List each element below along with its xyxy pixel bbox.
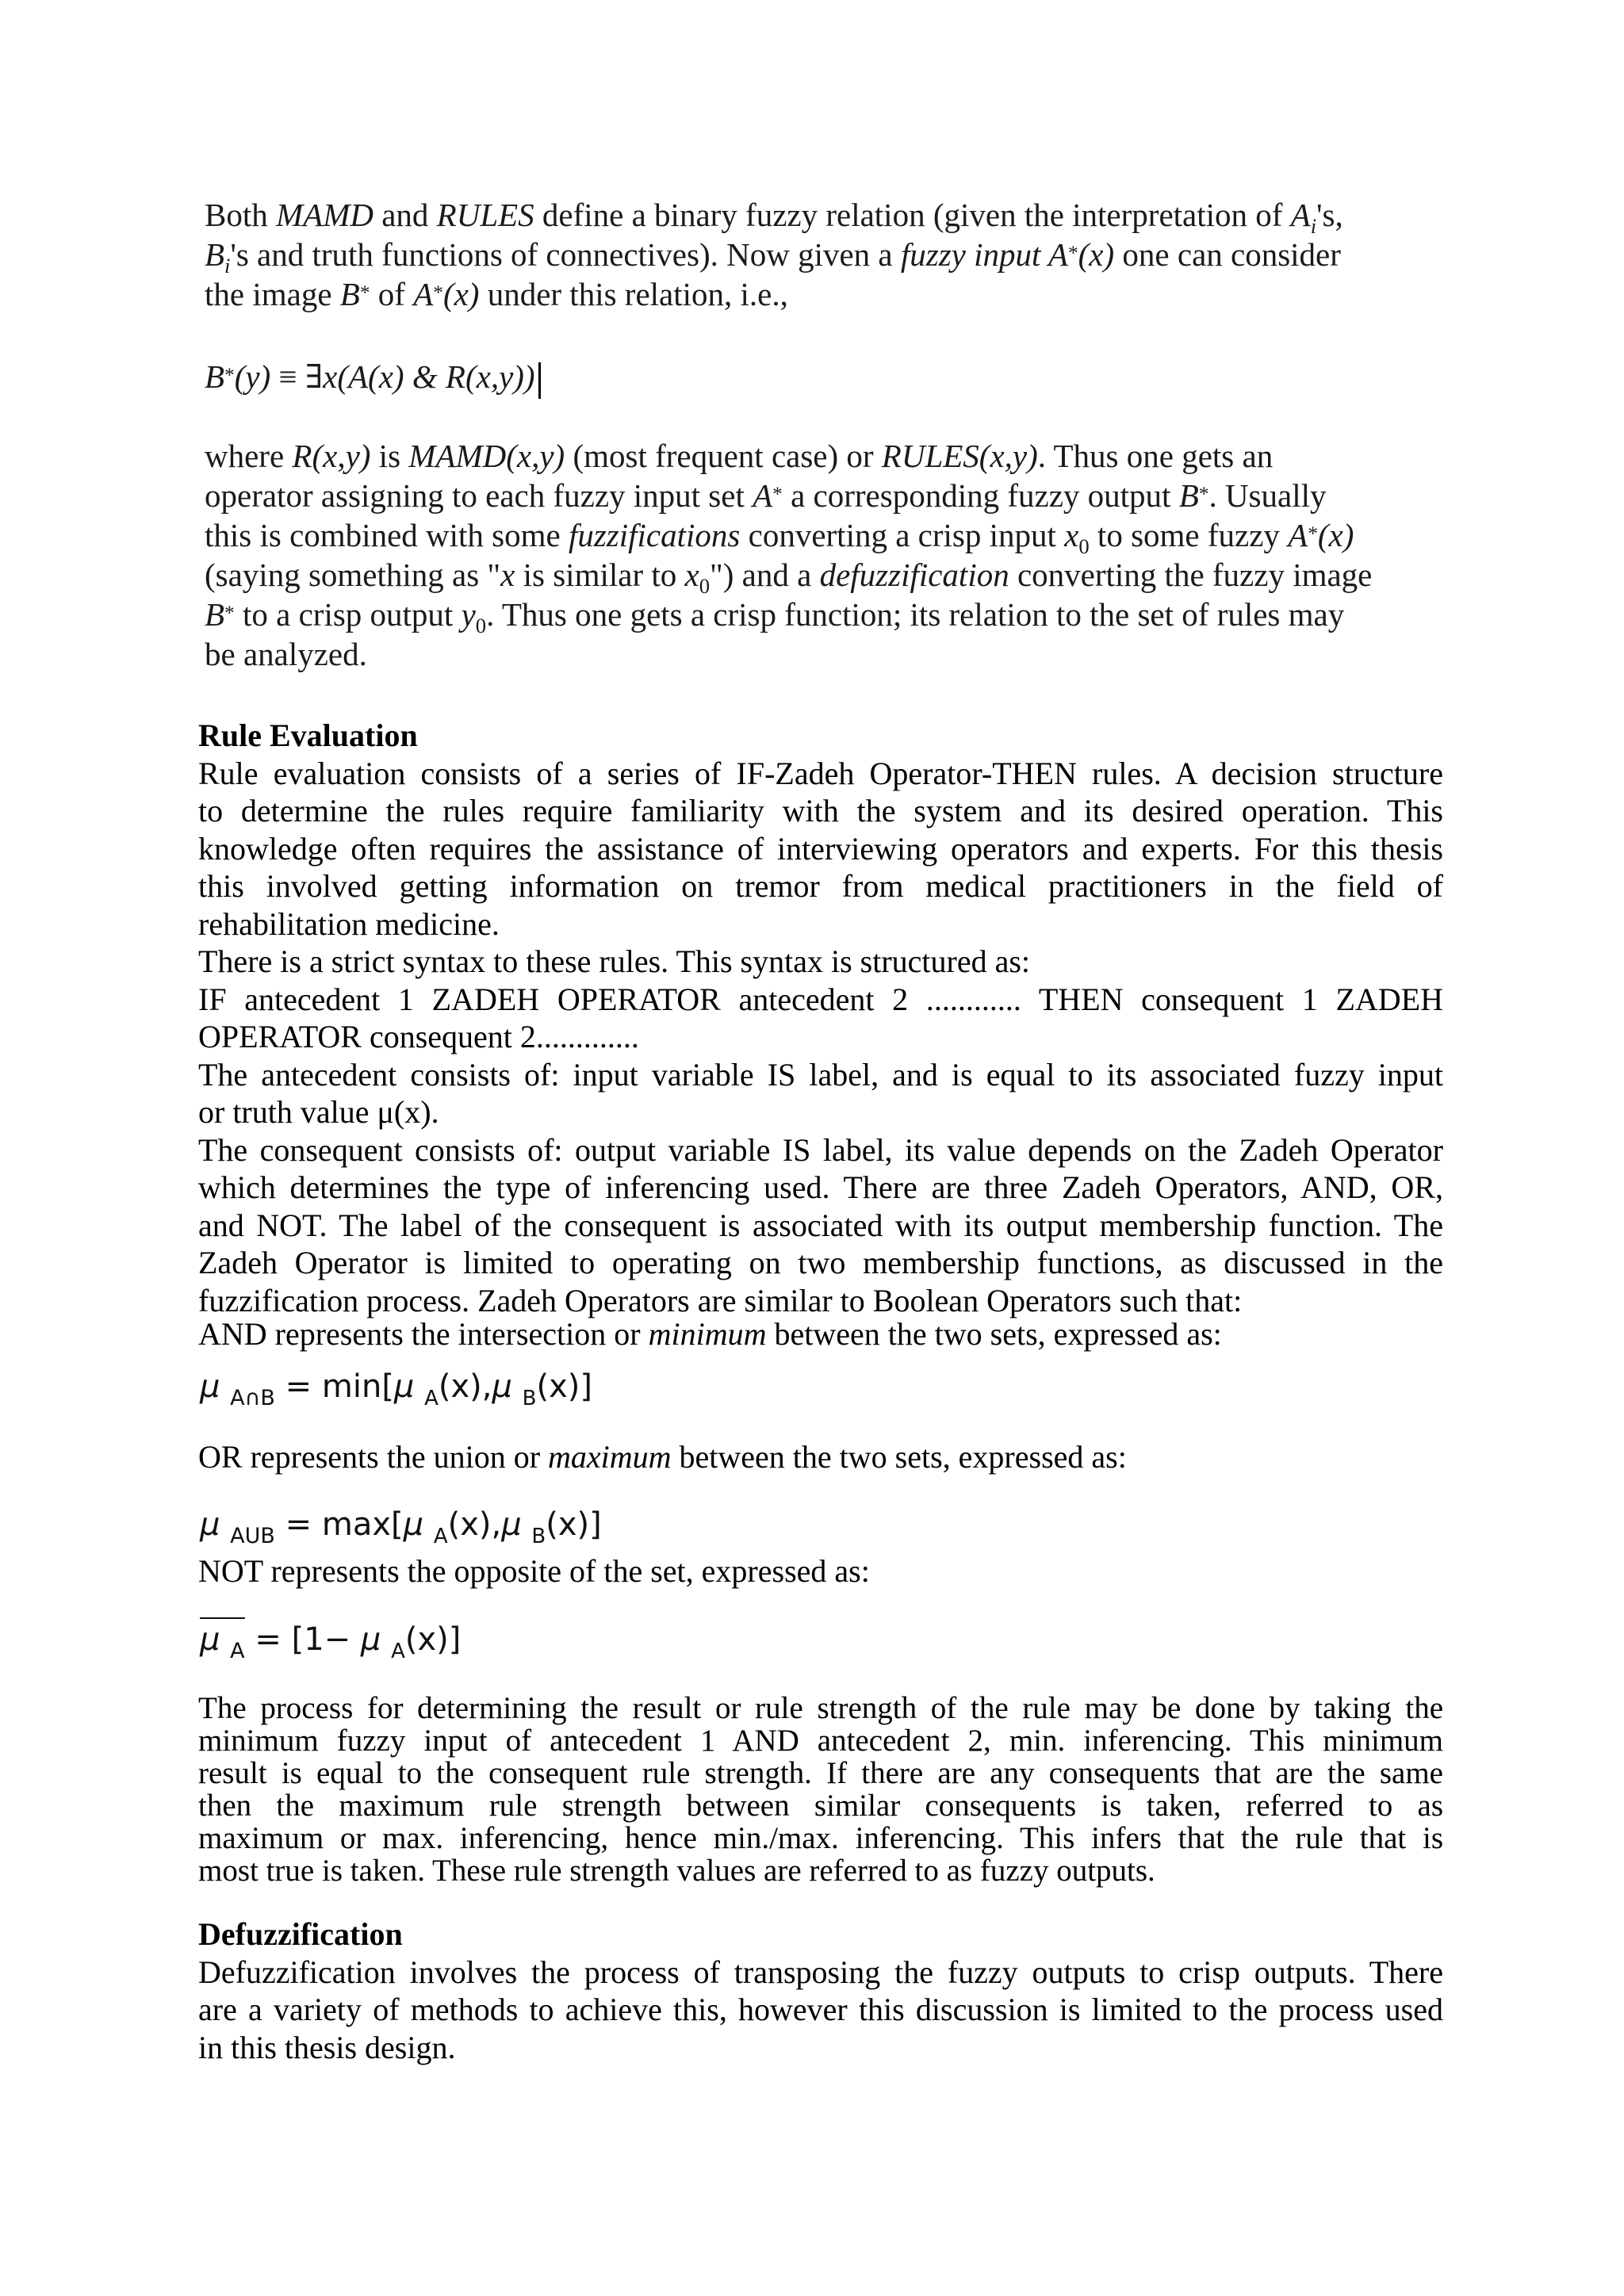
after-line: B* to a crisp output $y_0$. Thus one gets a crisp function; its relation to the set of rules may bbox=[205, 596, 1345, 638]
text-line: AND represents the intersection or minimum between the two sets, expressed as: bbox=[198, 1316, 1222, 1352]
text-line: to determine the rules require familiarity with the system and its desired operation. This bbox=[198, 793, 1443, 828]
text-line: and NOT. The label of the consequent is associated with its output membership function. The bbox=[198, 1207, 1443, 1243]
intro-line: $B_i's$ and truth functions of connectives). Now given a fuzzy input A*(x) one can consider bbox=[205, 236, 1341, 278]
not-formula: μ $_A$ = [1− μ $_A$(x)] bbox=[200, 1617, 461, 1658]
text-line: The consequent consists of: output variable IS label, its value depends on the Zadeh Operator bbox=[198, 1131, 1443, 1168]
text-line: in this thesis design. bbox=[198, 2029, 456, 2065]
after-line: where R(x,y) is MAMD(x,y) (most frequent case) or RULES(x,y). Thus one gets an bbox=[205, 438, 1274, 474]
text-line: The process for determining the result or rule strength of the rule may be done by taking the bbox=[198, 1691, 1443, 1725]
text-line: then the maximum rule strength between similar consequents is taken, referred to as bbox=[198, 1789, 1443, 1823]
text-line: Rule evaluation consists of a series of IF-Zadeh Operator-THEN rules. A decision structure bbox=[198, 755, 1443, 791]
text-line: are a variety of methods to achieve this, however this discussion is limited to the process used bbox=[198, 1992, 1443, 2027]
text-line: most true is taken. These rule strength values are referred to as fuzzy outputs. bbox=[198, 1854, 1155, 1888]
text-line: Zadeh Operator is limited to operating on two membership functions, as discussed in the bbox=[198, 1245, 1443, 1280]
text-cursor bbox=[538, 362, 541, 399]
intro-line: the image B* of A*(x) under this relation, i.e., bbox=[205, 276, 788, 312]
text-line: which determines the type of inferencing used. There are three Zadeh Operators, AND, OR, bbox=[198, 1169, 1443, 1205]
section-heading: Defuzzification bbox=[198, 1916, 403, 1952]
text-line: this involved getting information on tremor from medical practitioners in the field of bbox=[198, 868, 1443, 904]
text-line: maximum or max. inferencing, hence min./max. inferencing. This infers that the rule that is bbox=[198, 1821, 1443, 1855]
after-line: (saying something as "x is similar to $x_0$") and a defuzzification converting the fuzzy image bbox=[205, 557, 1373, 599]
text-line: There is a strict syntax to these rules. This syntax is structured as: bbox=[198, 943, 1031, 979]
text-line: OPERATOR consequent 2............. bbox=[198, 1019, 639, 1054]
text-line: fuzzification process. Zadeh Operators are similar to Boolean Operators such that: bbox=[198, 1282, 1243, 1318]
or-formula: μ $_{AUB}$ = max[μ $_A$(x),μ $_B$(x)] bbox=[200, 1506, 602, 1548]
overline-mu-a: μ $_A$ bbox=[200, 1617, 245, 1658]
text-line: IF antecedent 1 ZADEH OPERATOR antecedent 2 ............ THEN consequent 1 ZADEH bbox=[198, 981, 1443, 1017]
after-line: this is combined with some fuzzifications converting a crisp input $x_0$ to some fuzzy A*(x) bbox=[205, 517, 1354, 559]
section-heading: Rule Evaluation bbox=[198, 718, 418, 753]
text-line: rehabilitation medicine. bbox=[198, 905, 500, 942]
intro-line: Both MAMD and RULES define a binary fuzzy relation (given the interpretation of $A_i's$, bbox=[205, 197, 1343, 239]
text-line: Defuzzification involves the process of transposing the fuzzy outputs to crisp outputs. There bbox=[198, 1954, 1443, 1990]
text-line: minimum fuzzy input of antecedent 1 AND antecedent 2, min. inferencing. This minimum bbox=[198, 1724, 1443, 1758]
after-line: be analyzed. bbox=[205, 636, 367, 672]
text-line: The antecedent consists of: input variable IS label, and is equal to its associated fuzzy input bbox=[198, 1056, 1443, 1093]
after-line: operator assigning to each fuzzy input set A* a corresponding fuzzy output B*. Usually bbox=[205, 477, 1327, 514]
and-formula: μ $_{A\cap B}$ = min[μ $_A$(x),μ $_B$(x)] bbox=[200, 1368, 593, 1410]
text-line: or truth value μ(x). bbox=[198, 1094, 439, 1130]
text-line: knowledge often requires the assistance of interviewing operators and experts. For this thesis bbox=[198, 830, 1443, 867]
text-line: result is equal to the consequent rule strength. If there are any consequents that are the same bbox=[198, 1756, 1443, 1790]
